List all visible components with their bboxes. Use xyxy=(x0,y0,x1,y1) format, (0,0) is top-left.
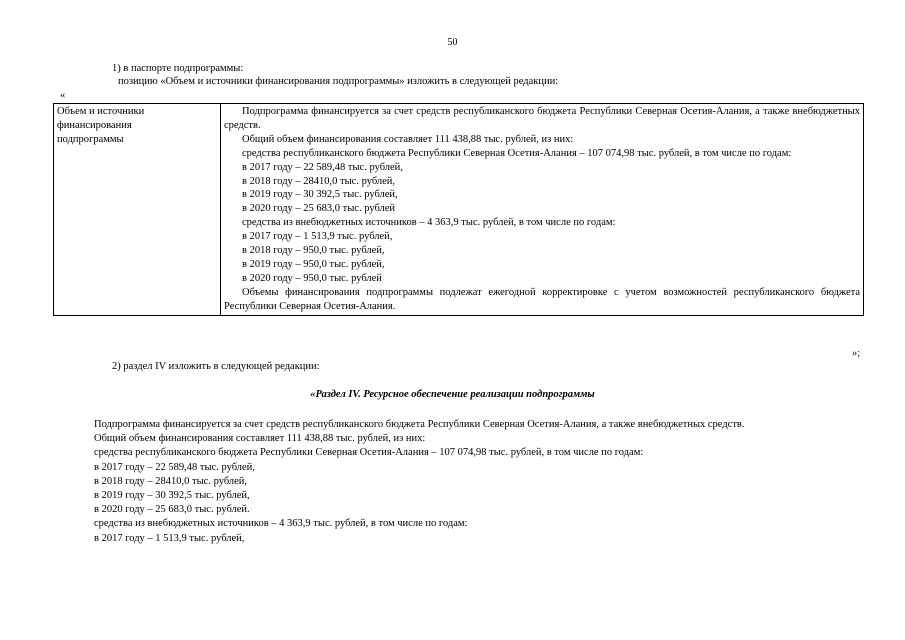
body-paragraph: Подпрограмма финансируется за счет средств республиканского бюджета Республики Северная Осетия-Алания, а также внебюджетных средств. xyxy=(94,419,745,430)
passport-table xyxy=(53,103,864,316)
body-year-line: в 2017 году – 22 589,48 тыс. рублей, xyxy=(94,461,255,473)
page-number: 50 xyxy=(447,37,458,48)
body-year-line: в 2018 году – 28410,0 тыс. рублей, xyxy=(94,475,248,487)
total-funding-line: Общий объем финансирования составляет 111 438,88 тыс. рублей, из них: xyxy=(242,133,574,145)
passport-content-cell xyxy=(221,104,864,316)
body-line: Общий объем финансирования составляет 111 438,88 тыс. рублей, из них: xyxy=(94,433,426,445)
extrabudget-year-line: в 2020 году – 950,0 тыс. рублей xyxy=(242,272,382,284)
body-year-line: в 2019 году – 30 392,5 тыс. рублей, xyxy=(94,490,250,502)
body-year-line: в 2020 году – 25 683,0 тыс. рублей. xyxy=(94,504,250,516)
extrabudget-year-line: в 2019 году – 950,0 тыс. рублей, xyxy=(242,258,385,270)
funding-sources-paragraph: Подпрограмма финансируется за счет средств республиканского бюджета Республики Северная Осетия-Алания, а также внебюджетных средств. xyxy=(224,106,860,131)
label-line: Объем и источники xyxy=(57,106,145,117)
budget-year-line: в 2018 году – 28410,0 тыс. рублей, xyxy=(242,175,396,187)
budget-year-line: в 2017 году – 22 589,48 тыс. рублей, xyxy=(242,161,403,173)
republic-budget-paragraph: средства республиканского бюджета Республики Северная Осетия-Алания – 107 074,98 тыс. рублей, в том числе по годам: xyxy=(242,147,792,159)
body-line: средства из внебюджетных источников – 4 363,9 тыс. рублей, в том числе по годам: xyxy=(94,518,468,530)
label-line: подпрограммы xyxy=(57,133,124,145)
amendment-item-1-text: позицию «Объем и источники финансирования подпрограммы» изложить в следующей редакции: xyxy=(118,76,559,87)
extrabudget-line: средства из внебюджетных источников – 4 363,9 тыс. рублей, в том числе по годам: xyxy=(242,217,616,229)
body-line: средства республиканского бюджета Республики Северная Осетия-Алания – 107 074,98 тыс. рублей, в том числе по годам: xyxy=(94,447,644,459)
section-body xyxy=(60,418,864,546)
correction-paragraph: Объемы финансирования подпрограммы подлежат ежегодной корректировке с учетом возможностей республиканского бюджета Республики Северная Осетия-Алания. xyxy=(224,286,860,312)
table-row xyxy=(54,104,864,316)
budget-year-line: в 2019 году – 30 392,5 тыс. рублей, xyxy=(242,189,398,201)
amendment-item-1: 1) в паспорте подпрограммы: xyxy=(112,63,244,74)
closing-quote: »; xyxy=(852,348,861,359)
budget-year-line: в 2020 году – 25 683,0 тыс. рублей xyxy=(242,203,396,215)
passport-label-cell xyxy=(54,104,221,316)
extrabudget-year-line: в 2018 году – 950,0 тыс. рублей, xyxy=(242,245,385,257)
amendment-item-2: 2) раздел IV изложить в следующей редакции: xyxy=(112,361,320,372)
section-heading: «Раздел IV. Ресурсное обеспечение реализации подпрограммы xyxy=(310,389,595,400)
opening-quote: « xyxy=(60,90,66,101)
extrabudget-year-line: в 2017 году – 1 513,9 тыс. рублей, xyxy=(242,231,393,243)
label-line: финансирования xyxy=(57,119,132,131)
body-year-line: в 2017 году – 1 513,9 тыс. рублей, xyxy=(94,532,245,544)
